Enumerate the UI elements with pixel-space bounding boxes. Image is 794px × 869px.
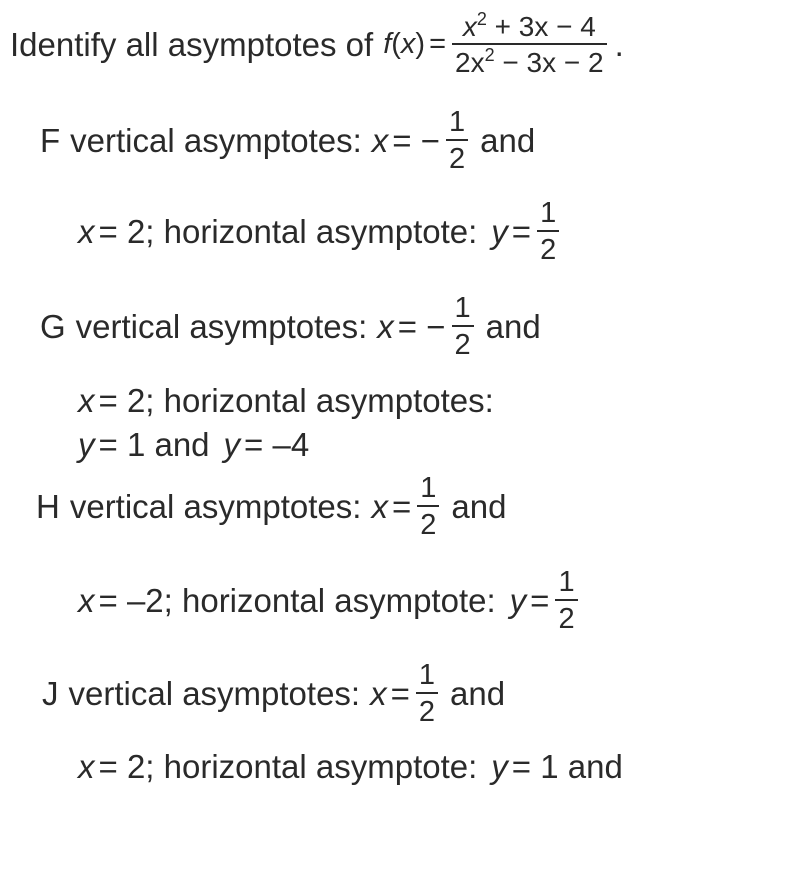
choice-h-line-1[interactable] — [36, 473, 506, 541]
math-operator: = − — [392, 122, 440, 160]
math-variable: x — [377, 308, 394, 346]
choice-text: = 2; horizontal asymptotes: — [98, 382, 494, 419]
choice-text: vertical asymptotes: — [70, 122, 362, 160]
fraction: $\frac{1}{2}$ — [416, 660, 438, 728]
choice-text: vertical asymptotes: — [75, 308, 368, 346]
math-variable: x — [78, 213, 95, 251]
question-stem: Identify all asymptotes of f ( x ) = $\frac{x^2 + 3x - 4}{2x^2 - 3x - 2}$ . — [10, 9, 624, 79]
fraction: $\frac{1}{2}$ — [446, 107, 468, 175]
fraction-bar — [452, 43, 607, 45]
choice-j-line-2 — [78, 750, 627, 783]
choice-letter-j: J — [42, 675, 59, 713]
math-operator: = — [390, 675, 410, 713]
math-operator: = — [530, 582, 550, 620]
math-variable: y — [491, 213, 508, 251]
question-period: . — [614, 26, 624, 64]
choice-f-line-2 — [78, 198, 561, 266]
function-variable: x — [400, 28, 416, 61]
choice-text: and — [450, 675, 506, 713]
math-variable: x — [371, 488, 388, 526]
choice-text: = –2; horizontal asymptote: — [98, 582, 496, 620]
fraction: $\frac{1}{2}$ — [537, 198, 559, 266]
function-denominator: $2x^2 - 3x - 2$ — [455, 45, 604, 79]
math-operator: = — [391, 488, 412, 526]
question-prefix: Identify all asymptotes of — [10, 26, 374, 64]
math-operator: = − — [397, 308, 446, 346]
math-operator: = — [511, 213, 532, 251]
function-name: f — [383, 28, 392, 61]
choice-text: = 1 and — [98, 426, 210, 463]
math-variable: y — [78, 426, 95, 463]
choice-text: and — [480, 122, 536, 160]
function-numerator: $x^2 + 3x - 4$ — [462, 9, 596, 42]
fraction: $\frac{1}{2}$ — [555, 567, 577, 635]
choice-g-line-3 — [78, 428, 313, 461]
fraction: $\frac{1}{2}$ — [452, 293, 474, 361]
choice-g-line-2 — [78, 384, 498, 417]
math-variable: x — [78, 748, 95, 785]
fraction: $\frac{1}{2}$ — [417, 473, 439, 541]
choice-text: = 1 and — [511, 748, 623, 785]
choice-text: = –4 — [244, 426, 310, 463]
choice-h-line-2 — [78, 567, 580, 635]
choice-text: = 2; horizontal asymptote: — [98, 748, 478, 785]
choice-text: vertical asymptotes: — [68, 675, 361, 713]
choice-text: = 2; horizontal asymptote: — [98, 213, 478, 251]
math-variable: y — [509, 582, 527, 620]
choice-f-line-1[interactable] — [40, 107, 535, 175]
choice-text: and — [485, 308, 541, 346]
choice-j-line-1[interactable] — [42, 660, 505, 728]
math-variable: x — [371, 122, 389, 160]
math-variable: y — [491, 748, 508, 785]
choice-letter-h: H — [36, 488, 60, 526]
choice-g-line-1[interactable] — [40, 293, 541, 361]
math-variable: x — [370, 675, 387, 713]
choice-letter-f: F — [40, 122, 61, 160]
math-variable: x — [78, 582, 95, 620]
choice-text: and — [451, 488, 507, 526]
choice-letter-g: G — [40, 308, 66, 346]
math-variable: y — [223, 426, 241, 463]
choice-text: vertical asymptotes: — [69, 488, 362, 526]
function-fraction — [452, 9, 607, 79]
math-variable: x — [78, 382, 95, 419]
